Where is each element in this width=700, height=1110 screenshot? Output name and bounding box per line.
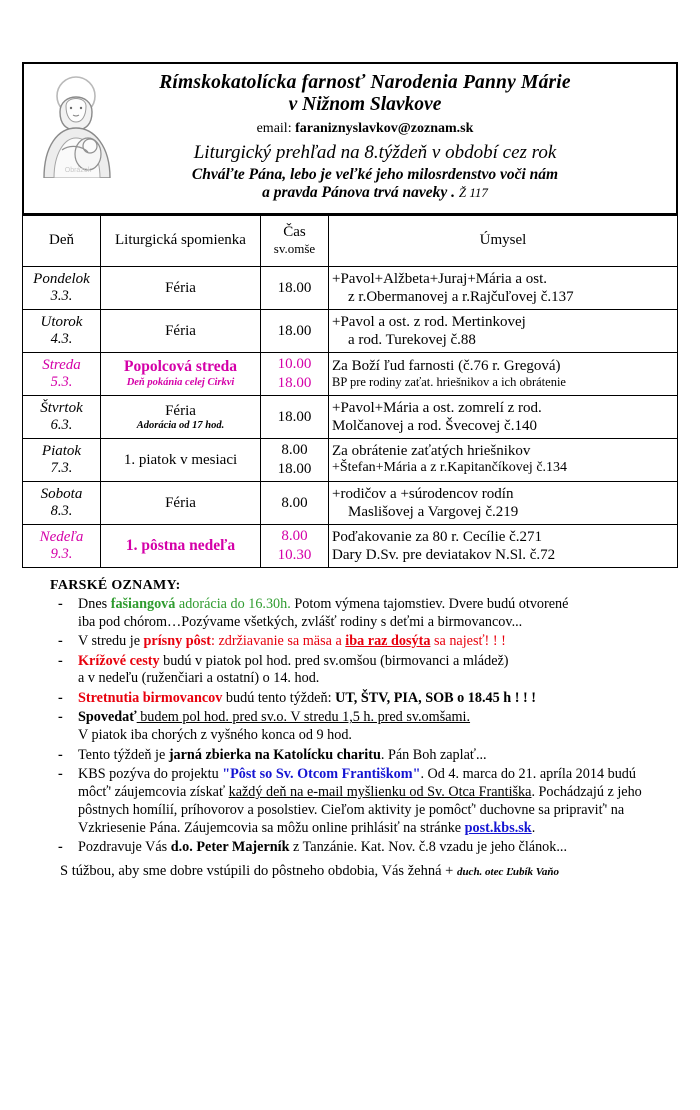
psalm-line-2-text: a pravda Pánova trvá naveky . xyxy=(262,184,455,202)
announcement-text-post: sa najesť! ! ! xyxy=(430,633,506,650)
mass-time: 8.00 xyxy=(281,528,308,545)
announcement-text-post: z Tanzánie. Kat. Nov. č.8 vzadu je jeho článok... xyxy=(289,838,567,855)
psalm-line-2 xyxy=(24,184,676,205)
time-cell xyxy=(261,266,329,309)
announcement-text-line2: a v nedeľu (ruženčiari a ostatní) o 14. hod. xyxy=(78,670,320,687)
announcement-highlight: Stretnutia birmovancov xyxy=(78,689,223,706)
psalm-reference: Ž 117 xyxy=(458,185,488,201)
svg-text:Obrázok: Obrázok xyxy=(64,167,92,174)
announcement-text-pre: Pozdravuje Vás xyxy=(78,838,171,855)
table-row xyxy=(23,266,678,309)
announcement-text-mid: : zdržiavanie sa mäsa a xyxy=(210,633,346,650)
psalm-line-1: Chváľte Pána, lebo je veľké jeho milosrdenstvo voči nám xyxy=(191,165,559,183)
email-label: email: xyxy=(256,120,292,136)
memory-cell xyxy=(101,266,261,309)
mass-time: 8.00 xyxy=(281,494,308,511)
intention-line: +Štefan+Mária a z r.Kapitančíkovej č.134 xyxy=(332,460,568,476)
announcement-text-post: . Od 4. marca do 21. apríla 2014 budú xyxy=(420,765,636,782)
announcement-bold: UT, ŠTV, PIA, SOB o 18.45 h ! ! ! xyxy=(335,689,536,706)
time-cell xyxy=(261,524,329,567)
intention-line: Poďakovanie za 80 r. Cecílie č.271 xyxy=(332,528,543,545)
list-item xyxy=(58,689,664,708)
day-cell xyxy=(23,395,101,438)
intention-cell xyxy=(329,395,678,438)
time-cell xyxy=(261,481,329,524)
intention-cell xyxy=(329,438,678,481)
intention-line: Za obrátenie zaťatých hriešnikov xyxy=(332,443,531,460)
mass-time: 18.00 xyxy=(277,322,312,339)
column-header-intention: Úmysel xyxy=(329,215,678,266)
mass-time: 8.00 xyxy=(281,442,308,459)
memory-text: Féria xyxy=(165,402,196,419)
closing-text: S túžbou, aby sme dobre vstúpili do pôstneho obdobia, Vás žehná + xyxy=(60,862,454,879)
bulletin-page xyxy=(0,62,700,1110)
announcement-text-post: budem pol hod. pred sv.o. V stredu 1,5 h. pred sv.omšami. xyxy=(136,709,471,726)
column-header-time-main: Čas xyxy=(283,224,306,241)
list-item xyxy=(58,595,664,632)
mass-time: 18.00 xyxy=(277,460,312,477)
column-header-time xyxy=(261,215,329,266)
liturgy-schedule-table xyxy=(22,215,678,568)
liturgy-subtitle: Liturgický prehľad na 8.týždeň v období cez rok xyxy=(193,141,557,163)
day-name: Nedeľa xyxy=(39,528,84,545)
bullet-dash: - xyxy=(58,838,63,855)
priest-signature: duch. otec Ľubík Vaňo xyxy=(456,865,560,878)
day-date: 4.3. xyxy=(50,331,73,348)
list-item xyxy=(58,838,664,857)
day-date: 6.3. xyxy=(50,417,73,434)
memory-text: Féria xyxy=(165,494,196,511)
bullet-dash: - xyxy=(58,746,63,763)
mass-time: 18.00 xyxy=(277,374,312,391)
intention-cell xyxy=(329,481,678,524)
time-cell xyxy=(261,352,329,395)
day-cell xyxy=(23,524,101,567)
announcements-list xyxy=(22,596,678,857)
mass-time: 18.00 xyxy=(277,279,312,296)
list-item xyxy=(58,746,664,765)
table-row xyxy=(23,395,678,438)
email-address: faraniznyslavkov@zoznam.sk xyxy=(295,120,474,136)
time-cell xyxy=(261,309,329,352)
day-name: Utorok xyxy=(40,313,83,330)
day-date: 5.3. xyxy=(50,374,73,391)
intention-line: Maslišovej a Vargovej č.219 xyxy=(348,503,519,520)
announcement-text-post: . xyxy=(531,819,536,836)
mass-time: 10.00 xyxy=(277,356,312,373)
day-cell xyxy=(23,438,101,481)
intention-line: Za Boží ľud farnosti (č.76 r. Gregová) xyxy=(332,358,561,375)
bullet-dash: - xyxy=(58,765,63,782)
announcements-title: FARSKÉ OZNAMY: xyxy=(50,577,181,593)
intention-line: Dary D.Sv. pre deviatakov N.Sl. č.72 xyxy=(332,546,556,563)
announcement-bold: d.o. Peter Majerník xyxy=(170,838,290,855)
bullet-dash: - xyxy=(58,689,63,706)
table-row xyxy=(23,352,678,395)
intention-cell xyxy=(329,309,678,352)
table-row xyxy=(23,481,678,524)
intention-line: +Pavol+Mária a ost. zomrelí z rod. xyxy=(332,399,542,416)
memory-cell xyxy=(101,438,261,481)
memory-cell xyxy=(101,352,261,395)
announcement-text-line2: iba pod chórom…Pozývame všetkých, zvlášť rodiny s deťmi a birmovancov... xyxy=(78,613,523,630)
project-link-title[interactable]: "Pôst so Sv. Otcom Františkom" xyxy=(222,765,421,782)
memory-cell xyxy=(101,395,261,438)
list-item xyxy=(58,633,664,651)
intention-line: Molčanovej a rod. Švecovej č.140 xyxy=(332,417,537,434)
announcement-text-line2 xyxy=(78,784,664,802)
time-cell xyxy=(261,395,329,438)
memory-text: Popolcová streda xyxy=(124,358,237,376)
day-date: 9.3. xyxy=(50,546,73,563)
announcement-highlight: fašiangová xyxy=(110,595,176,612)
intention-line: a rod. Turekovej č.88 xyxy=(348,331,476,348)
parish-title-line2: v Nižnom Slavkove xyxy=(288,94,442,116)
memory-subtext: Deň pokánia celej Cirkvi xyxy=(126,376,235,388)
announcement-text-mid: budú tento týždeň: xyxy=(222,689,336,706)
memory-subtext: Adorácia od 17 hod. xyxy=(136,419,225,431)
memory-cell xyxy=(101,481,261,524)
list-item xyxy=(58,709,664,745)
announcement-text-post: budú v piatok pol hod. pred sv.omšou (birmovanci a mládež) xyxy=(159,652,509,669)
memory-text: Féria xyxy=(165,279,196,296)
announcement-text-pre: Tento týždeň je xyxy=(78,746,169,763)
announcement-text-post: . Pán Boh zaplať... xyxy=(380,746,487,763)
announcement-highlight: adorácia do 16.30h. xyxy=(178,595,291,612)
list-item xyxy=(58,765,664,838)
memory-text: 1. piatok v mesiaci xyxy=(123,451,238,468)
closing-blessing xyxy=(22,863,678,880)
day-cell xyxy=(23,481,101,524)
announcement-text-line2: V piatok iba chorých z vyšného konca od 9 hod. xyxy=(78,727,352,744)
bullet-dash: - xyxy=(58,709,63,726)
day-cell xyxy=(23,309,101,352)
time-cell xyxy=(261,438,329,481)
announcement-text-pre: KBS pozýva do projektu xyxy=(78,765,223,782)
day-name: Štvrtok xyxy=(40,399,83,416)
announcement-text-pre: V stredu je xyxy=(78,633,144,650)
day-name: Piatok xyxy=(41,442,82,459)
bullet-dash: - xyxy=(58,595,63,612)
announcement-bold: jarná zbierka na Katolícku charitu xyxy=(168,746,381,763)
kbs-website-link[interactable]: post.kbs.sk xyxy=(464,819,532,836)
column-header-memory: Liturgická spomienka xyxy=(101,215,261,266)
bullet-dash: - xyxy=(58,652,63,669)
column-header-time-sub: sv.omše xyxy=(273,241,316,257)
table-row xyxy=(23,309,678,352)
announcement-underline: každý deň na e-mail myšlienku od Sv. Otca Františka xyxy=(228,783,532,800)
madonna-and-child-icon xyxy=(30,68,126,178)
day-cell xyxy=(23,352,101,395)
bullet-dash: - xyxy=(58,633,63,650)
column-header-day: Deň xyxy=(23,215,101,266)
parish-title-line1: Rímskokatolícka farnosť Narodenia Panny Márie xyxy=(159,72,571,93)
table-header-row xyxy=(23,215,678,266)
memory-text: Féria xyxy=(165,322,196,339)
day-cell xyxy=(23,266,101,309)
intention-line: +Pavol a ost. z rod. Mertinkovej xyxy=(332,313,526,330)
intention-cell xyxy=(329,266,678,309)
day-name: Pondelok xyxy=(33,270,90,287)
memory-cell xyxy=(101,309,261,352)
header-box xyxy=(22,62,678,215)
mass-time: 18.00 xyxy=(277,408,312,425)
announcement-highlight: prísny pôst xyxy=(143,633,211,650)
memory-text: 1. pôstna nedeľa xyxy=(125,536,236,554)
table-row xyxy=(23,438,678,481)
announcement-bold: Spovedať xyxy=(78,709,137,726)
intention-line: +Pavol+Alžbeta+Juraj+Mária a ost. xyxy=(332,270,548,287)
announcement-text-pre: Dnes xyxy=(78,595,111,612)
announcement-text-post: Potom výmena tajomstiev. Dvere budú otvorené xyxy=(290,595,569,612)
announcement-highlight: iba raz dosýta xyxy=(345,633,431,650)
day-date: 8.3. xyxy=(50,503,73,520)
mass-time: 10.30 xyxy=(277,546,312,563)
day-name: Sobota xyxy=(40,485,83,502)
list-item xyxy=(58,652,664,689)
intention-cell xyxy=(329,352,678,395)
announcement-highlight: Krížové cesty xyxy=(78,652,160,669)
intention-line: +rodičov a +súrodencov rodín xyxy=(332,485,514,502)
announcement-text-line4 xyxy=(78,820,664,838)
day-date: 7.3. xyxy=(50,460,73,477)
memory-cell xyxy=(101,524,261,567)
intention-line: BP pre rodiny zaťat. hriešnikov a ich obrátenie xyxy=(332,375,566,390)
announcement-text-line3: pôstnych homílií, príhovorov a posolstiev. Cieľom aktivity je pomôcť' duchovne sa pripraviť' na xyxy=(78,801,625,818)
day-date: 3.3. xyxy=(50,288,73,305)
announcement-text-post: . Pochádzajú z jeho xyxy=(531,783,642,800)
table-row xyxy=(23,524,678,567)
intention-cell xyxy=(329,524,678,567)
intention-line: z r.Obermanovej a r.Rajčuľovej č.137 xyxy=(348,288,574,305)
day-name: Streda xyxy=(42,356,81,373)
announcement-text-pre: Vzkriesenie Pána. Záujemcovia sa môžu online prihlásiť na stránke xyxy=(78,819,465,836)
announcement-text-pre: môcť' záujemcovia získať xyxy=(78,783,229,800)
